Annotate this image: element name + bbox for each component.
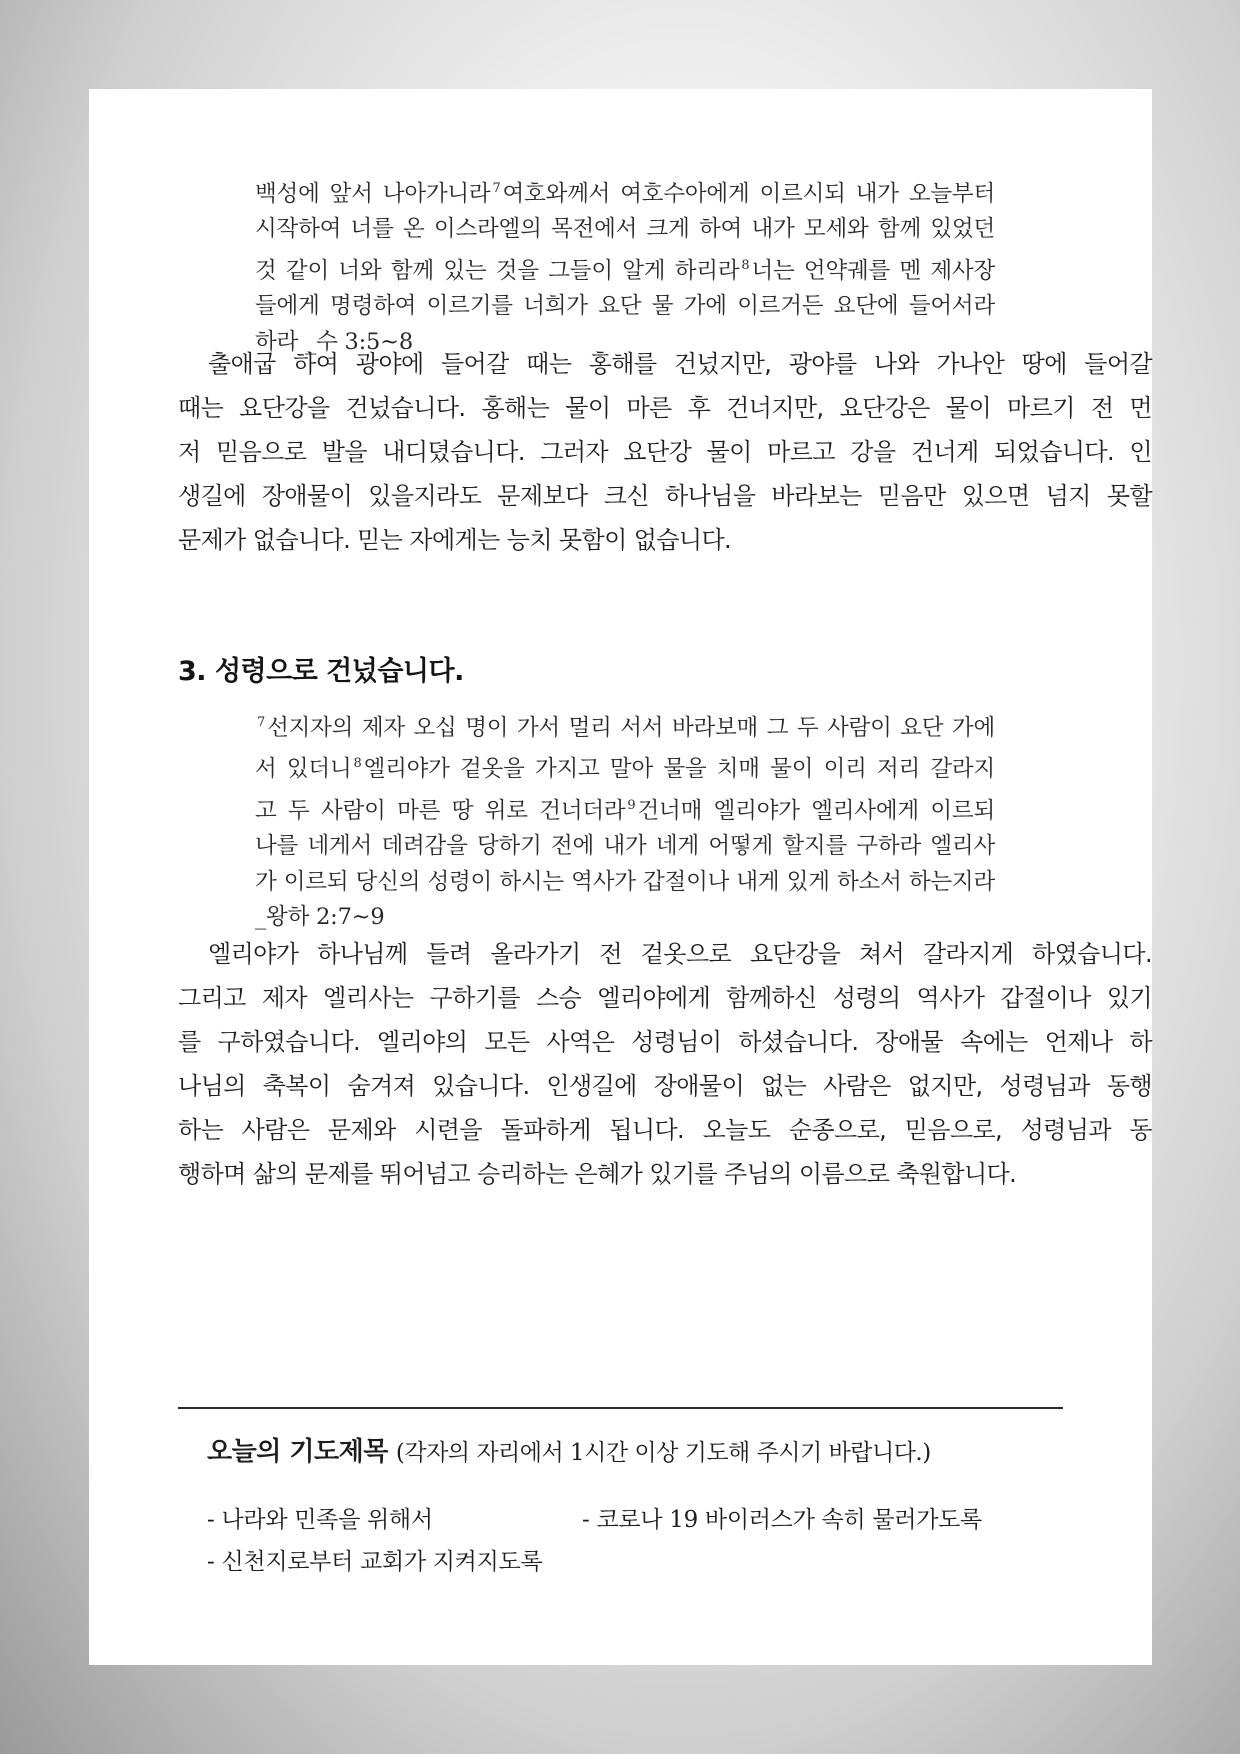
verse-number: 8 [741, 257, 750, 273]
paragraph-line: 엘리야가 하나님께 들려 올라가기 전 겉옷으로 요단강을 쳐서 갈라지게 하였습니다. [208, 940, 1152, 968]
scripture-line: $^7$선지자의 제자 오십 명이 가서 멀리 서서 바라보매 그 두 사람이 요단 가에 [257, 715, 995, 741]
paragraph-line: 나님의 축복이 숨겨져 있습니다. 인생길에 장애물이 없는 사람은 없지만, 성령님과 동행 [178, 1072, 1152, 1100]
verse-number: 8 [353, 756, 362, 772]
scripture-line: 나를 네게서 데려감을 당하기 전에 내가 네게 어떻게 할지를 구하라 엘리사 [255, 833, 995, 860]
scripture-quote-kings [255, 705, 995, 935]
prayer-item: - 신천지로부터 교회가 지켜지도록 [207, 1549, 543, 1575]
scripture-line: 것 같이 너와 함께 있는 것을 그들이 알게 하리라 $^8$너는 언약궤를 멘 제사장 [255, 257, 995, 284]
paragraph-line: 문제가 없습니다. 믿는 자에게는 능치 못함이 없습니다. [178, 526, 732, 554]
paragraph-line: 때는 요단강을 건넜습니다. 홍해는 물이 마른 후 건너지만, 요단강은 물이 마르기 전 먼 [178, 394, 1152, 422]
paragraph-line: 출애굽 하여 광야에 들어갈 때는 홍해를 건넜지만, 광야를 나와 가나안 땅에 들어갈 [208, 350, 1152, 378]
verse-number: 7 [257, 715, 266, 730]
scripture-line: 시작하여 너를 온 이스라엘의 목전에서 크게 하여 내가 모세와 함께 있었던 [255, 216, 995, 243]
prayer-title: 오늘의 기도제목 [207, 1437, 388, 1467]
verse-number: 7 [492, 181, 501, 196]
scripture-reference: _왕하 2:7~9 [255, 904, 385, 931]
scripture-line: 고 두 사람이 마른 땅 위로 건너더라 $^9$건너매 엘리야가 엘리사에게 이르되 [255, 797, 995, 824]
paragraph-line: 하는 사람은 문제와 시련을 돌파하게 됩니다. 오늘도 순종으로, 믿음으로, 성령님과 동 [178, 1116, 1152, 1144]
section-heading: 3. 성령으로 건넜습니다. [178, 656, 464, 687]
prayer-heading [207, 1431, 931, 1468]
prayer-note: (각자의 자리에서 1시간 이상 기도해 주시기 바랍니다.) [395, 1440, 931, 1466]
paragraph-line: 행하며 삶의 문제를 뛰어넘고 승리하는 은혜가 있기를 주님의 이름으로 축원합니다. [178, 1160, 1017, 1188]
scripture-line: 가 이르되 당신의 성령이 하시는 역사가 갑절이나 내게 있게 하소서 하는지라 [255, 868, 995, 895]
paragraph-line: 를 구하였습니다. 엘리야의 모든 사역은 성령님이 하셨습니다. 장애물 속에는 언제나 하 [178, 1028, 1152, 1056]
prayer-item: - 코로나 19 바이러스가 속히 물러가도록 [582, 1507, 982, 1533]
scripture-reference: 하라 _수 3:5~8 [255, 328, 413, 355]
scripture-quote-joshua [255, 171, 995, 360]
document-page [89, 89, 1152, 1665]
paragraph-line: 저 믿음으로 발을 내디뎠습니다. 그러자 요단강 물이 마르고 강을 건너게 되었습니다. 인 [178, 438, 1152, 466]
verse-number: 9 [627, 797, 636, 813]
body-paragraph-2 [178, 932, 1152, 1196]
prayer-item: - 나라와 민족을 위해서 [207, 1507, 433, 1533]
scripture-line: 서 있더니 $^8$엘리야가 겉옷을 가지고 말아 물을 치매 물이 이리 저리 갈라지 [255, 756, 995, 783]
scripture-line: 백성에 앞서 나아가니라 $^7$여호와께서 여호수아에게 이르시되 내가 오늘부터 [255, 181, 995, 207]
scripture-line: 들에게 명령하여 이르기를 너희가 요단 물 가에 이르거든 요단에 들어서라 [255, 293, 995, 320]
paragraph-line: 생길에 장애물이 있을지라도 문제보다 크신 하나님을 바라보는 믿음만 있으면 넘지 못할 [178, 482, 1152, 510]
divider [178, 1407, 1063, 1409]
paragraph-line: 그리고 제자 엘리사는 구하기를 스승 엘리야에게 함께하신 성령의 역사가 갑절이나 있기 [178, 984, 1152, 1012]
body-paragraph-1 [178, 342, 1152, 562]
